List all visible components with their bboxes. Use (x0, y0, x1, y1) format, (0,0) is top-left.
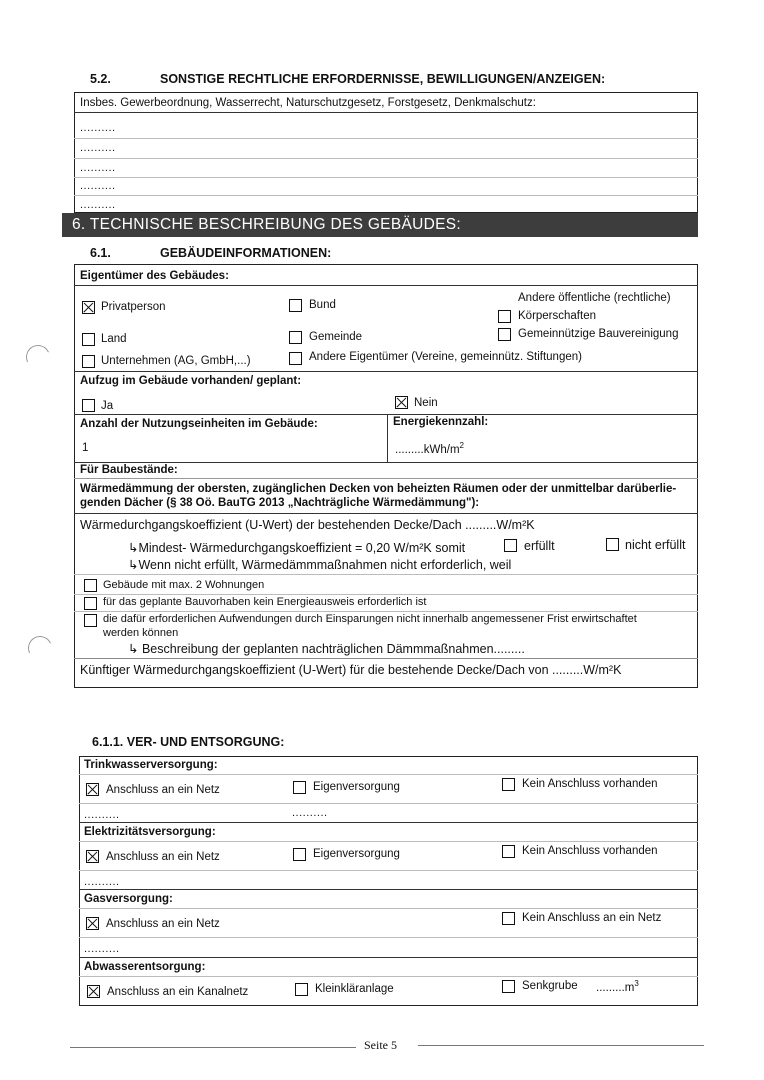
checkbox-gas-kein[interactable] (502, 912, 515, 925)
label-kein-energieausweis: für das geplante Bauvorhaben kein Energieausweis erforderlich ist (103, 596, 427, 608)
entry-line[interactable]: .......... (80, 142, 116, 154)
checkbox-elevator-nein[interactable] (395, 396, 408, 409)
drinking-water-label: Trinkwasserversorgung: (84, 759, 218, 771)
label-elektro-kein: Kein Anschluss vorhanden (522, 845, 658, 857)
u-value-existing[interactable]: Wärmedurchgangskoeffizient (U-Wert) der bestehenden Decke/Dach .........W/m²K (80, 518, 535, 532)
label-erfuellt: erfüllt (524, 539, 555, 553)
label-trink-eigen: Eigenversorgung (313, 781, 400, 793)
label-trink-kein: Kein Anschluss vorhanden (522, 778, 658, 790)
checkbox-elektro-eigen[interactable] (293, 848, 306, 861)
punch-hole-mark (23, 342, 54, 373)
checkbox-koerperschaften[interactable] (498, 310, 511, 323)
elevator-label: Aufzug im Gebäude vorhanden/ geplant: (80, 375, 302, 387)
owner-label: Eigentümer des Gebäudes: (80, 270, 229, 282)
min-u-value-text: ↳Mindest- Wärmedurchgangskoeffizient = 0,20 W/m²K somit (128, 541, 466, 555)
checkbox-privatperson[interactable] (82, 301, 95, 314)
label-max-2-wohnungen: Gebäude mit max. 2 Wohnungen (103, 579, 265, 591)
checkbox-gemeinde[interactable] (289, 331, 302, 344)
label-gas-netz: Anschluss an ein Netz (106, 918, 220, 930)
entry-line[interactable]: .......... (84, 809, 120, 821)
checkbox-kanalnetz[interactable] (87, 985, 100, 998)
insulation-text-2: genden Dächer (§ 38 Oö. BauTG 2013 „Nachträgliche Wärmedämmung"): (80, 497, 480, 509)
insulation-text-1: Wärmedämmung der obersten, zugänglichen Decken von beheizten Räumen oder der unmittelbar darüberlie- (80, 483, 677, 495)
label-nein: Nein (414, 397, 438, 409)
checkbox-nicht-erfuellt[interactable] (606, 538, 619, 551)
label-nicht-erfuellt: nicht erfüllt (625, 538, 686, 552)
entry-line[interactable]: .......... (80, 180, 116, 192)
label-trink-netz: Anschluss an ein Netz (106, 784, 220, 796)
label-gas-kein: Kein Anschluss an ein Netz (522, 912, 662, 924)
subsection-title: 6.1.1. VER- UND ENTSORGUNG: (92, 735, 285, 749)
checkbox-kein-energieausweis[interactable] (84, 597, 97, 610)
checkbox-aufwendungen[interactable] (84, 614, 97, 627)
checkbox-klaeranlage[interactable] (295, 983, 308, 996)
label-elektro-eigen: Eigenversorgung (313, 848, 400, 860)
label-aufwendungen-2: werden können (103, 627, 179, 639)
checkbox-unternehmen[interactable] (82, 355, 95, 368)
entry-line[interactable]: .......... (84, 876, 120, 888)
checkbox-gemeinnuetzig[interactable] (498, 328, 511, 341)
planned-measures-text[interactable]: ↳ Beschreibung der geplanten nachträglichen Dämmmaßnahmen......... (128, 642, 525, 656)
label-bund: Bund (309, 299, 336, 311)
label-privatperson: Privatperson (101, 301, 166, 313)
energy-value[interactable]: $.........kWh/m^2$ (395, 441, 464, 456)
entry-line[interactable]: .......... (80, 122, 116, 134)
section-banner: 6. TECHNISCHE BESCHREIBUNG DES GEBÄUDES: (62, 213, 698, 237)
units-value[interactable]: 1 (82, 442, 89, 454)
label-klaeranlage: Kleinkläranlage (315, 983, 394, 995)
checkbox-max-2-wohnungen[interactable] (84, 579, 97, 592)
label-senkgrube: Senkgrube (522, 980, 578, 992)
checkbox-andere-eigentuemer[interactable] (289, 352, 302, 365)
section-number: 6.1. (90, 246, 111, 260)
entry-line[interactable]: .......... (292, 807, 328, 819)
checkbox-trink-kein[interactable] (502, 778, 515, 791)
not-fulfilled-text: ↳Wenn nicht erfüllt, Wärmedämmmaßnahmen nicht erforderlich, weil (128, 558, 512, 572)
section-title: SONSTIGE RECHTLICHE ERFORDERNISSE, BEWILLIGUNGEN/ANZEIGEN: (160, 72, 606, 86)
entry-line[interactable]: .......... (80, 162, 116, 174)
electricity-label: Elektrizitätsversorgung: (84, 826, 216, 838)
label-unternehmen: Unternehmen (AG, GmbH,...) (101, 355, 251, 367)
gas-label: Gasversorgung: (84, 893, 173, 905)
checkbox-elektro-kein[interactable] (502, 845, 515, 858)
checkbox-trink-netz[interactable] (86, 783, 99, 796)
label-ja: Ja (101, 400, 114, 412)
legal-intro: Insbes. Gewerbeordnung, Wasserrecht, Naturschutzgesetz, Forstgesetz, Denkmalschutz: (80, 97, 536, 109)
section-number: 5.2. (90, 72, 111, 86)
units-label: Anzahl der Nutzungseinheiten im Gebäude: (80, 418, 318, 430)
label-gemeinnuetzig: Gemeinnützige Bauvereinigung (518, 328, 679, 340)
energy-label: Energiekennzahl: (393, 416, 489, 428)
label-aufwendungen-1: die dafür erforderlichen Aufwendungen durch Einsparungen nicht innerhalb angemessener Frist erwirtschaftet (103, 613, 637, 625)
page-number: Seite 5 (364, 1038, 397, 1052)
checkbox-elektro-netz[interactable] (86, 850, 99, 863)
checkbox-land[interactable] (82, 333, 95, 346)
label-andere-oeffentliche: Andere öffentliche (rechtliche) (518, 292, 671, 304)
entry-line[interactable]: .......... (84, 943, 120, 955)
label-gemeinde: Gemeinde (309, 331, 363, 343)
checkbox-elevator-ja[interactable] (82, 399, 95, 412)
punch-hole-mark (25, 633, 56, 664)
label-koerperschaften: Körperschaften (518, 310, 596, 322)
label-kanalnetz: Anschluss an ein Kanalnetz (107, 986, 249, 998)
label-land: Land (101, 333, 127, 345)
checkbox-erfuellt[interactable] (504, 539, 517, 552)
entry-line[interactable]: .......... (80, 199, 116, 211)
senkgrube-volume[interactable]: $.........m^3$ (596, 979, 639, 994)
u-value-future[interactable]: Künftiger Wärmedurchgangskoeffizient (U-Wert) für die bestehende Decke/Dach von .........W/m²K (80, 663, 622, 677)
label-andere-eigentuemer: Andere Eigentümer (Vereine, gemeinnütz. Stiftungen) (309, 351, 582, 363)
checkbox-senkgrube[interactable] (502, 980, 515, 993)
baubestand-label: Für Baubestände: (80, 464, 178, 476)
checkbox-gas-netz[interactable] (86, 917, 99, 930)
checkbox-bund[interactable] (289, 299, 302, 312)
section-title: GEBÄUDEINFORMATIONEN: (160, 246, 332, 260)
label-elektro-netz: Anschluss an ein Netz (106, 851, 220, 863)
wastewater-label: Abwasserentsorgung: (84, 961, 206, 973)
checkbox-trink-eigen[interactable] (293, 781, 306, 794)
